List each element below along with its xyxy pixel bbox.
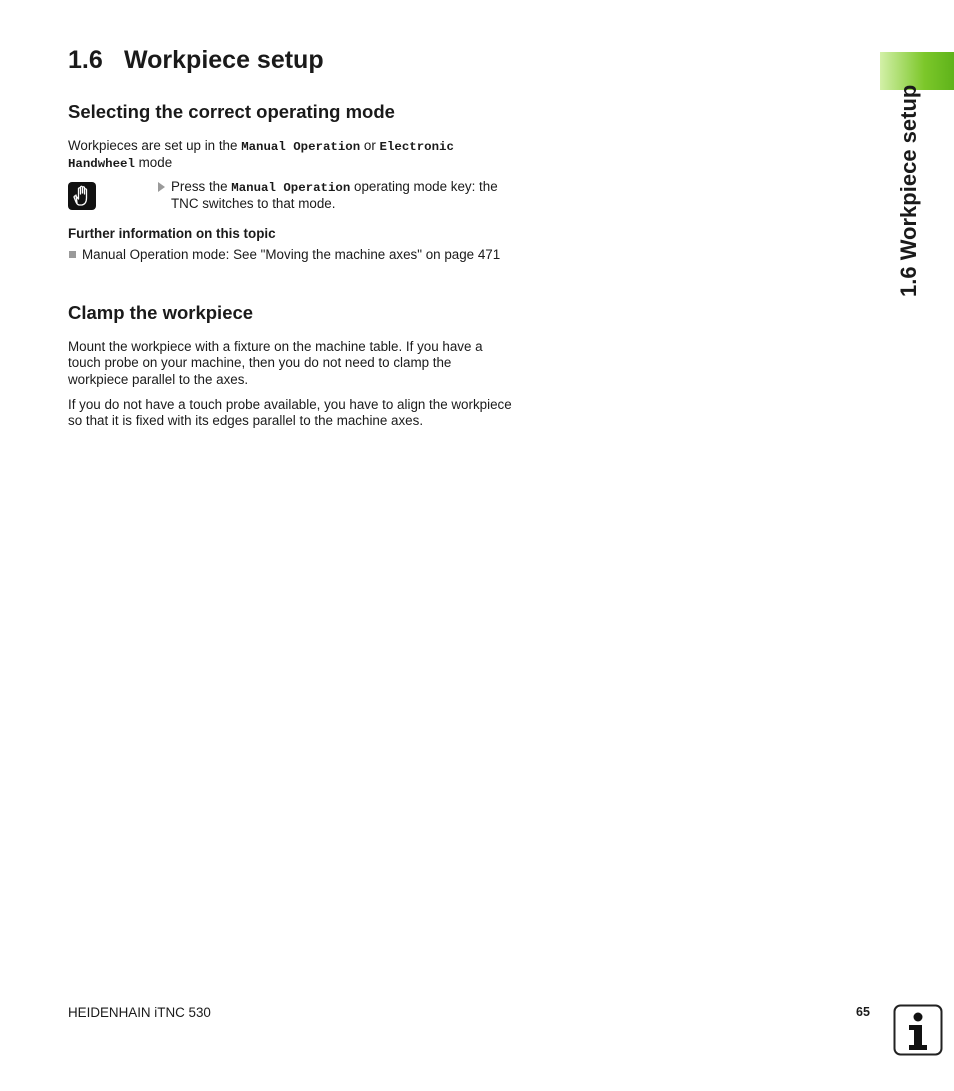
intro-paragraph xyxy=(68,138,513,173)
step-arrow-icon xyxy=(158,182,165,192)
clamp-paragraph-1: Mount the workpiece with a fixture on the machine table. If you have a touch probe on your machine, then you do not need to clamp the workpiece parallel to the axes. xyxy=(68,339,483,387)
further-info-list-item xyxy=(68,247,513,263)
step-text xyxy=(171,179,518,213)
mode-name-electronic-handwheel: Electronic Handwheel xyxy=(68,140,454,172)
manual-operation-hand-icon xyxy=(68,182,96,210)
section-title-text: Workpiece setup xyxy=(124,46,324,74)
section-title xyxy=(68,46,324,75)
chapter-side-label: 1.6 Workpiece setup xyxy=(896,84,921,297)
section-number: 1.6 xyxy=(68,46,103,74)
clamp-paragraph-2: If you do not have a touch probe available, you have to align the workpiece so that it is fixed with its edges parallel to the machine axes. xyxy=(68,397,512,429)
instruction-step xyxy=(158,179,518,213)
footer-product-name: HEIDENHAIN iTNC 530 xyxy=(68,1005,211,1020)
subsection-heading-clamp: Clamp the workpiece xyxy=(68,302,254,323)
bullet-square-icon xyxy=(69,251,76,258)
step-text-pre: Press the xyxy=(171,179,232,194)
subsection-heading-operating-mode: Selecting the correct operating mode xyxy=(68,101,395,122)
intro-text-post: mode xyxy=(134,155,173,171)
key-name-manual-operation: Manual Operation xyxy=(231,181,351,195)
further-info-link-text: Manual Operation mode: See "Moving the machine axes" on page 471 xyxy=(82,247,501,262)
further-info-heading: Further information on this topic xyxy=(68,226,276,241)
intro-text-pre: Workpieces are set up in the xyxy=(68,138,242,153)
mode-name-manual-operation: Manual Operation xyxy=(241,140,361,154)
info-icon xyxy=(893,1004,943,1056)
step-text-post: operating mode key: the TNC switches to that mode. xyxy=(171,179,498,212)
intro-text-mid: or xyxy=(360,138,380,153)
page-number: 65 xyxy=(856,1005,870,1019)
